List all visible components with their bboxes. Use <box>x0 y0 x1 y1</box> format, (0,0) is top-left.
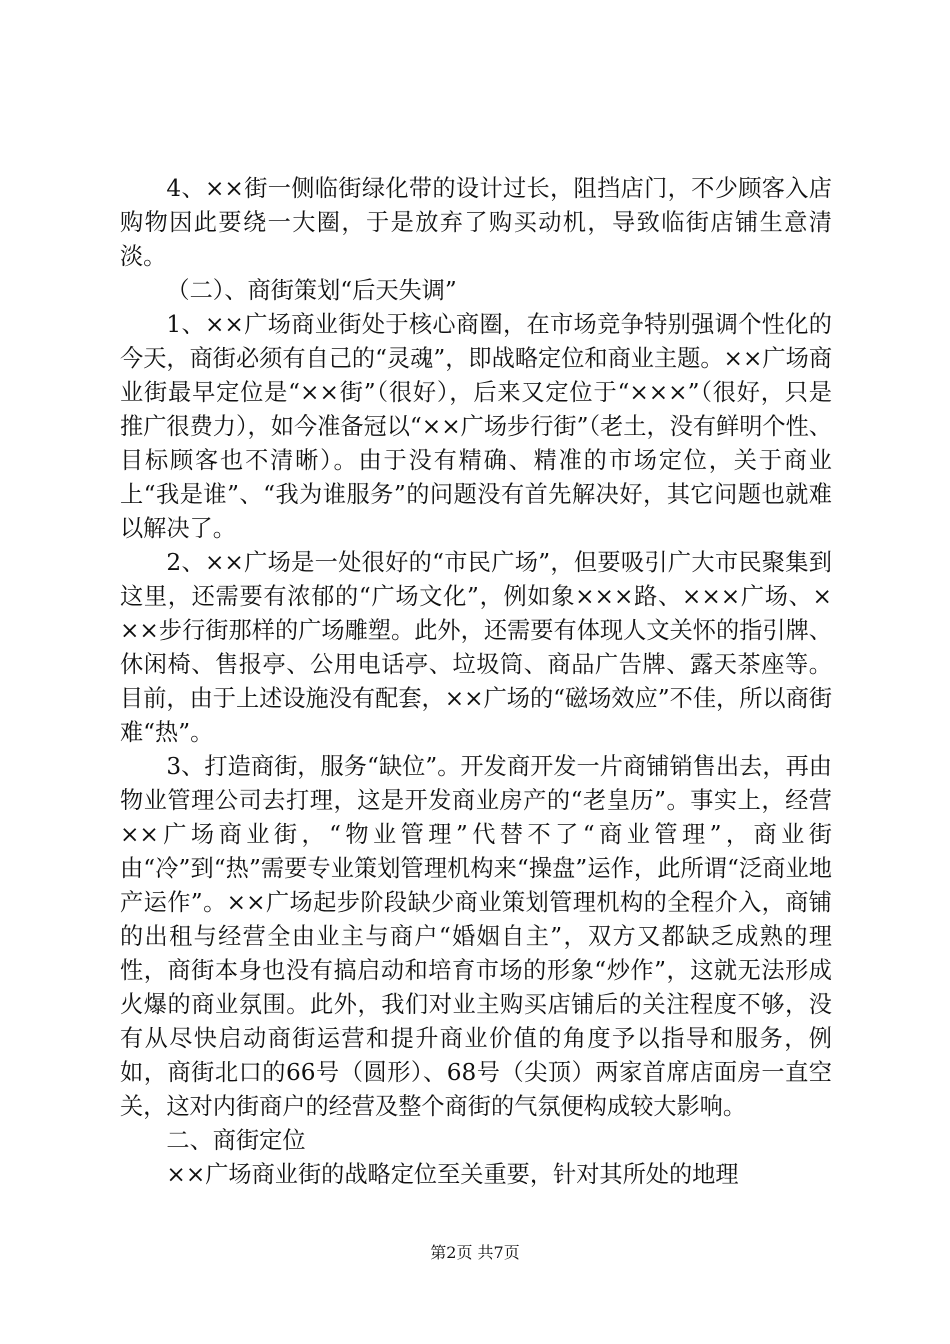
section-heading-positioning: 二、商街定位 <box>166 1127 306 1154</box>
paragraph-item-1-positioning: 1、××广场商业街处于核心商圈，在市场竞争特别强调个性化的今天，商街必须有自己的“灵魂”，即战略定位和商业主题。××广场商业街最早定位是“××街”（很好），后来又定位于“×××”（很好，只是推广很费力），如今准备冠以“××广场步行街”（老土，没有鲜明个性、目标顾客也不清晰）。由于没有精确、精准的市场定位，关于商业上“我是谁”、“我为谁服务”的问题没有首先解决好，其它问题也就难以解决了。 <box>120 311 832 542</box>
paragraph-item-4-greenbelt: 4、××街一侧临街绿化带的设计过长，阻挡店门，不少顾客入店购物因此要绕一大圈，于是放弃了购买动机，导致临街店铺生意清淡。 <box>120 175 832 270</box>
section-heading-planning: （二）、商街策划“后天失调” <box>166 277 457 304</box>
paragraph-item-2-plaza-culture: 2、××广场是一处很好的“市民广场”，但要吸引广大市民聚集到这里，还需要有浓郁的“广场文化”，例如象×××路、×××广场、×××步行街那样的广场雕塑。此外，还需要有体现人文关怀的指引牌、休闲椅、售报亭、公用电话亭、垃圾筒、商品广告牌、露天茶座等。目前，由于上述设施没有配套，××广场的“磁场效应”不佳，所以商街难“热”。 <box>120 549 832 746</box>
page-footer: 第2页 共7页 <box>430 1243 520 1262</box>
paragraph-item-3-service: 3、打造商街，服务“缺位”。开发商开发一片商铺销售出去，再由物业管理公司去打理，这是开发商业房产的“老皇历”。事实上，经营××广场商业街，“物业管理”代替不了“商业管理”，商业街由“冷”到“热”需要专业策划管理机构来“操盘”运作，此所谓“泛商业地产运作”。××广场起步阶段缺少商业策划管理机构的全程介入，商铺的出租与经营全由业主与商户“婚姻自主”，双方又都缺乏成熟的理性，商街本身也没有搞启动和培育市场的形象“炒作”，这就无法形成火爆的商业氛围。此外，我们对业主购买店铺后的关注程度不够，没有从尽快启动商街运营和提升商业价值的角度予以指导和服务，例如，商街北口的66号（圆形）、68号（尖顶）两家首席店面房一直空关，这对内街商户的经营及整个商街的气氛便构成较大影响。 <box>120 753 832 1120</box>
document-body <box>120 172 832 1192</box>
paragraph-positioning-intro: ××广场商业街的战略定位至关重要，针对其所处的地理 <box>166 1161 739 1188</box>
